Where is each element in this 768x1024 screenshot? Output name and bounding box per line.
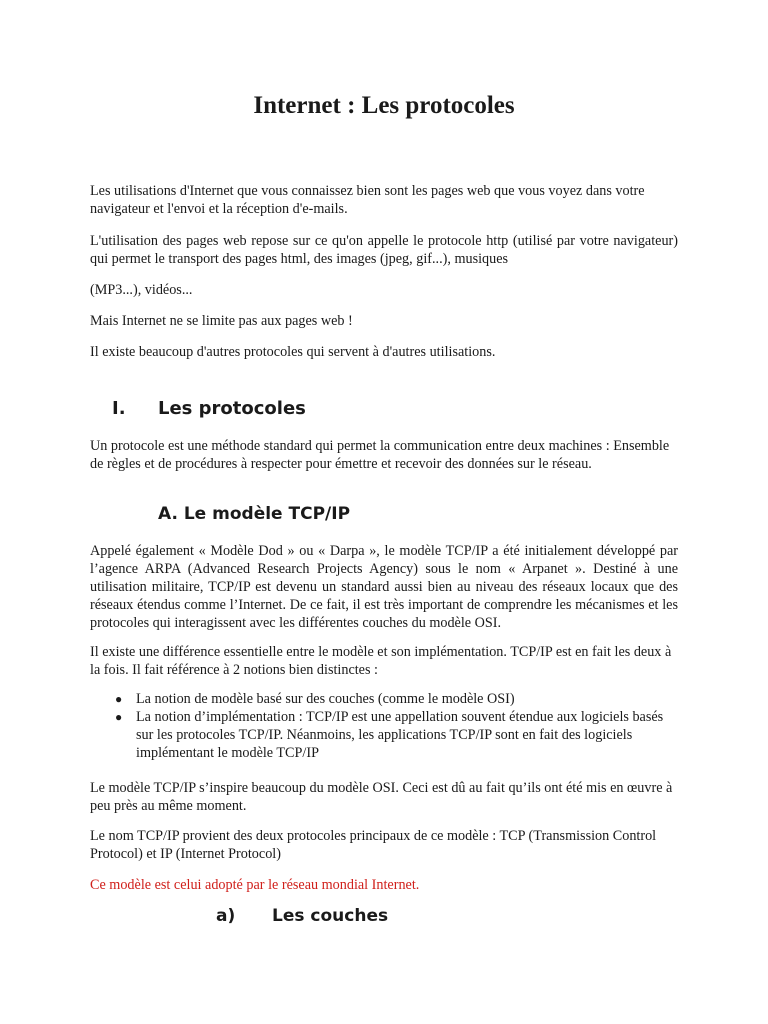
bullet-icon: ● xyxy=(115,692,123,706)
tcpip-paragraph-4: Le nom TCP/IP provient des deux protocoles principaux de ce modèle : TCP (Transmission Control Protocol) et IP (Internet Protocol) xyxy=(90,828,657,862)
bullet-icon: ● xyxy=(115,710,123,724)
subsection-number: a) xyxy=(216,906,236,926)
intro-paragraph-3: (MP3...), vidéos... xyxy=(90,282,193,298)
section-paragraph: Un protocole est une méthode standard qui permet la communication entre deux machines : Ensemble de règles et de procédures à respecter pour émettre et recevoir des données sur le réseau. xyxy=(90,438,670,472)
intro-paragraph-2: L'utilisation des pages web repose sur ce qu'on appelle le protocole http (utilisé par votre navigateur) qui permet le transport des pages html, des images (jpeg, gif...), musiques xyxy=(90,233,678,267)
list-item: ● La notion de modèle basé sur des couches (comme le modèle OSI) xyxy=(115,691,515,707)
section-number: I. xyxy=(112,398,126,419)
tcpip-paragraph-1: Appelé également « Modèle Dod » ou « Darpa », le modèle TCP/IP a été initialement développé par l’agence ARPA (Advanced Research Projects Agency) sous le nom « Arpanet ». Destiné à une utilisation militaire, TCP/IP est devenu un standard aussi bien au niveau des réseaux locaux que des réseaux étendus comme l’Internet. De ce fait, il est très important de comprendre les mécanismes et les protocoles qui interagissent avec les différentes couches du modèle OSI. xyxy=(90,543,678,631)
intro-paragraph-1: Les utilisations d'Internet que vous connaissez bien sont les pages web que vous voyez dans votre navigateur et l'envoi et la réception d'e-mails. xyxy=(90,183,645,217)
tcpip-paragraph-2: Il existe une différence essentielle entre le modèle et son implémentation. TCP/IP est en fait les deux à la fois. Il fait référence à 2 notions bien distinctes : xyxy=(90,644,672,678)
subsection-heading-tcpip: A. Le modèle TCP/IP xyxy=(158,504,351,524)
page-title: Internet : Les protocoles xyxy=(253,92,515,119)
intro-paragraph-5: Il existe beaucoup d'autres protocoles qui servent à d'autres utilisations. xyxy=(90,344,496,360)
tcpip-paragraph-3: Le modèle TCP/IP s’inspire beaucoup du modèle OSI. Ceci est dû au fait qu’ils ont été mis en œuvre à peu près au même moment. xyxy=(90,780,673,814)
subsection-title: Les couches xyxy=(272,906,389,926)
subsection-heading-couches xyxy=(216,906,388,926)
section-heading-protocoles xyxy=(112,398,306,419)
intro-paragraph-4: Mais Internet ne se limite pas aux pages web ! xyxy=(90,313,353,329)
notions-list xyxy=(90,690,678,762)
section-title: Les protocoles xyxy=(158,398,306,419)
highlighted-note: Ce modèle est celui adopté par le réseau mondial Internet. xyxy=(90,877,420,893)
list-item: ● La notion d’implémentation : TCP/IP est une appellation souvent étendue aux logiciels basés sur les protocoles TCP/IP. Néanmoins, les applications TCP/IP sont en fait des logiciels implémentant le modèle TCP/IP xyxy=(115,709,664,761)
